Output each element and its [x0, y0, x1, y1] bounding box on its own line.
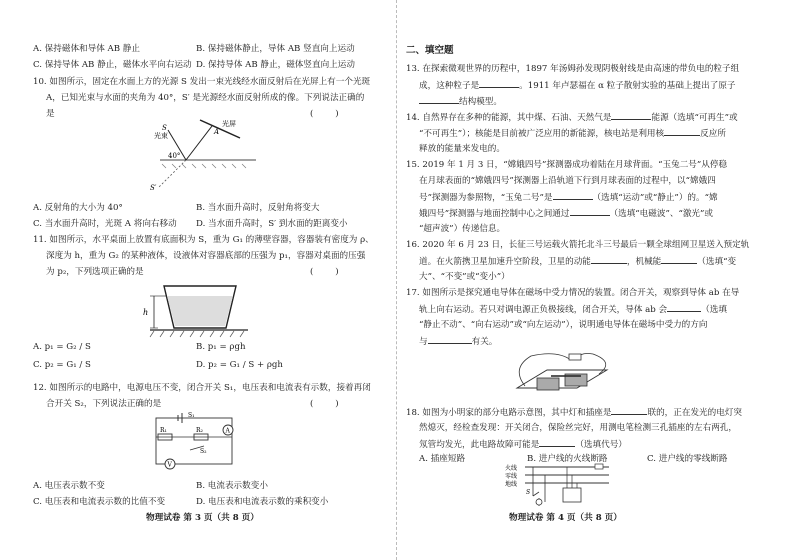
q11-stem-line3: 为 p₂，下列选项正确的是: [46, 267, 144, 277]
q12-fig-r1-label: R₁: [160, 427, 167, 434]
q10-option-c: C. 当水面升高时，光斑 A 将向右移动: [33, 219, 177, 229]
q10-option-b: B. 当水面升高时，反射角将变大: [196, 203, 320, 213]
q16-line2-b: ，机械能: [626, 257, 662, 267]
q10-fig-a-label: A: [214, 128, 220, 136]
q14-line2-a: “不可再生”）；核能是目前被广泛应用的新能源，核电站是利用核: [419, 129, 665, 139]
q14-line1-b: 能源（选填“可再生”或: [651, 113, 738, 123]
q18-blank-1[interactable]: [611, 405, 647, 415]
q16-line2: [419, 254, 736, 270]
q10-answer-paren: ( ): [310, 109, 339, 119]
q10-stem-line1: 10. 如图所示，固定在水面上方的光源 S 发出一束光线经水面反射后在光屏上有一个光斑: [33, 77, 371, 87]
q12-stem-line1: 12. 如图所示的电路中，电源电压不变，闭合开关 S₁，电压表和电流表有示数，接着再闭: [33, 383, 371, 393]
q17-line2-a: 轨上向右运动。若只对调电源正负极接线，闭合开关，导体 ab 会: [419, 305, 668, 315]
q12-circuit-figure: [148, 412, 240, 470]
q11-container-figure: [140, 280, 250, 340]
q18-fig-live-label: 火线: [505, 465, 518, 472]
q10-stem-line2: A，已知光束与水面的夹角为 40°，S′ 是光源经水面反射所成的像。下列说法正确的: [46, 93, 365, 103]
q13-line3-b: 结构模型。: [459, 97, 502, 107]
q10-fig-screen-label: 光屏: [222, 120, 236, 128]
q12-stem-line2: 合开关 S₂，下列说法正确的是: [46, 399, 162, 409]
q14-line1: [406, 110, 738, 126]
q17-line4-a: 与: [419, 337, 428, 347]
q15-line4-a: 娥四号”探测器与地面控制中心之间通过: [419, 209, 570, 219]
q15-line3-a: 号”探测器为参照物，“玉兔二号”是: [419, 193, 553, 203]
q13-line2-a: 成，这种粒子是: [419, 81, 480, 91]
q12-fig-ammeter-label: A: [225, 427, 230, 435]
q10-option-a: A. 反射角的大小为 40°: [33, 203, 123, 213]
q11-option-a: A. p₁ = G₂ / S: [33, 342, 91, 352]
page-4-footer: 物理试卷 第 4 页（共 8 页）: [509, 513, 622, 523]
q18-option-c: C. 进户线的零线断路: [647, 454, 728, 464]
q15-line4: [419, 206, 713, 222]
q17-line4: [419, 334, 497, 350]
q13-blank-1[interactable]: [479, 78, 519, 88]
q18-fig-switch-label: S: [526, 489, 531, 496]
q18-line1-a: 18. 如图为小明家的部分电路示意图，其中灯和插座是: [406, 408, 612, 418]
q16-line2-c: （选填“变: [697, 257, 737, 267]
q17-line2-b: （选填: [701, 305, 727, 315]
q17-line1: 17. 如图所示是探究通电导体在磁场中受力情况的装置。闭合开关，观察到导体 ab 在导: [406, 288, 740, 298]
q16-line1: 16. 2020 年 6 月 23 日，长征三号运载火箭托北斗三号最后一颗全球组网卫星送入预定轨: [406, 240, 750, 250]
q11-stem-line1: 11. 如图所示，水平桌面上放置有底面积为 S，重为 G₁ 的薄壁容器，容器装有密度为 ρ、: [33, 235, 374, 245]
q15-blank-1[interactable]: [553, 190, 593, 200]
q10-fig-s-label: S: [162, 124, 167, 132]
q18-blank-2[interactable]: [539, 437, 575, 447]
q18-option-b: B. 进户线的火线断路: [527, 454, 608, 464]
q9-option-c: C. 保持导体 AB 静止，磁体水平向右运动: [33, 60, 192, 70]
q9-option-b: B. 保持磁体静止，导体 AB 竖直向上运动: [196, 44, 355, 54]
q18-line1: [406, 405, 742, 421]
q12-fig-s1-label: S₁: [188, 412, 195, 419]
q18-line3-a: 氖管均发光，此电路故障可能是: [419, 440, 540, 450]
q12-fig-s2-label: S₂: [200, 448, 207, 455]
q11-answer-paren: ( ): [310, 267, 339, 277]
q14-line2: [419, 126, 726, 142]
q10-stem-line3: 是: [46, 109, 55, 119]
q9-option-d: D. 保持导体 AB 静止，磁体竖直向上运动: [196, 60, 355, 70]
q12-option-a: A. 电压表示数不变: [33, 481, 105, 491]
q13-line2: [419, 78, 736, 94]
q12-fig-r2-label: R₂: [196, 427, 203, 434]
q11-stem-line2: 深度为 h，重为 G₂ 的某种液体，设液体对容器底部的压强为 p₁，容器对桌面的压强: [46, 251, 366, 261]
q14-line2-b: 反应所: [700, 129, 726, 139]
q13-line1: 13. 在探索微观世界的历程中，1897 年汤姆孙发现阴极射线是由高速的带负电的粒子组: [406, 64, 740, 74]
q10-option-d: D. 当水面升高时，S′ 到水面的距离变小: [196, 219, 348, 229]
q14-blank-2[interactable]: [664, 126, 700, 136]
q18-line3: [419, 437, 627, 453]
q15-blank-2[interactable]: [570, 206, 610, 216]
page-3-footer: 物理试卷 第 3 页（共 8 页）: [146, 513, 259, 523]
q10-fig-sprime-label: S′: [150, 184, 157, 192]
q16-line2-a: 道。在火箭携卫星加速升空阶段，卫星的动能: [419, 257, 591, 267]
q16-line3: 大”、“不变”或“变小”）: [419, 272, 510, 282]
q10-fig-angle-label: 40°: [168, 152, 181, 160]
q15-line5: “超声波”）传递信息。: [419, 224, 506, 234]
q14-line3: 释放的能量来发电的。: [419, 144, 505, 154]
q13-line2-b: 。1911 年卢瑟福在 α 粒子散射实验的基础上提出了原子: [519, 81, 736, 91]
q18-household-circuit-figure: [493, 462, 613, 510]
q18-line2: 然熄灭，经检查发现：开关闭合，保险丝完好，用测电笔检测三孔插座的左右两孔，: [419, 423, 737, 433]
q10-fig-beam-label: 光束: [154, 132, 168, 140]
q12-fig-voltmeter-label: V: [167, 461, 172, 469]
q15-line2: 在月球表面的“嫦娥四号”探测器上沿轨道下行到月球表面的过程中，以“嫦娥四: [419, 176, 716, 186]
section-title-fill-in: 二、填空题: [406, 45, 454, 56]
q11-option-c: C. p₂ = G₁ / S: [33, 360, 91, 370]
q9-option-a: A. 保持磁体和导体 AB 静止: [33, 44, 140, 54]
q16-blank-1[interactable]: [591, 254, 627, 264]
q13-line3: [419, 94, 502, 110]
q17-line2: [419, 302, 727, 318]
q12-answer-paren: ( ): [310, 399, 339, 409]
q10-reflection-figure: [140, 118, 260, 194]
q18-fig-ground-label: 地线: [505, 481, 518, 488]
q15-line4-b: （选填“电磁波”、“激光”或: [609, 209, 714, 219]
q17-blank-1[interactable]: [667, 302, 701, 312]
q18-line3-b: （选填代号）: [575, 440, 627, 450]
q11-option-d: D. p₂ = G₁ / S + ρgh: [196, 360, 283, 370]
q13-blank-2[interactable]: [419, 94, 459, 104]
q18-option-a: A. 插座短路: [419, 454, 466, 464]
q17-blank-2[interactable]: [428, 334, 472, 344]
q15-line3-b: （选填“运动”或“静止”）的。“嫦: [592, 193, 718, 203]
q18-fig-neutral-label: 零线: [505, 473, 518, 480]
q16-blank-2[interactable]: [661, 254, 697, 264]
q14-blank-1[interactable]: [611, 110, 651, 120]
q15-line3: [419, 190, 718, 206]
q17-line3: “静止不动”、“向右运动”或“向左运动”），说明通电导体在磁场中受力的方向: [419, 320, 708, 330]
exam-page-4: [397, 0, 794, 560]
q17-apparatus-figure: [507, 348, 617, 398]
q12-option-d: D. 电压表和电流表示数的乘积变小: [196, 497, 329, 507]
q15-line1: 15. 2019 年 1 月 3 日，“嫦娥四号”探测器成功着陆在月球背面。“玉兔二号”从停稳: [406, 160, 728, 170]
q12-option-b: B. 电流表示数变小: [196, 481, 268, 491]
q17-line4-b: 有关。: [471, 337, 498, 347]
q11-option-b: B. p₁ = ρgh: [196, 342, 246, 352]
q14-line1-a: 14. 自然界存在多种的能源，其中煤、石油、天然气是: [406, 113, 612, 123]
q12-option-c: C. 电压表和电流表示数的比值不变: [33, 497, 166, 507]
q18-line1-b: 联的，正在发光的电灯突: [647, 408, 743, 418]
q11-fig-h-label: h: [143, 308, 149, 317]
